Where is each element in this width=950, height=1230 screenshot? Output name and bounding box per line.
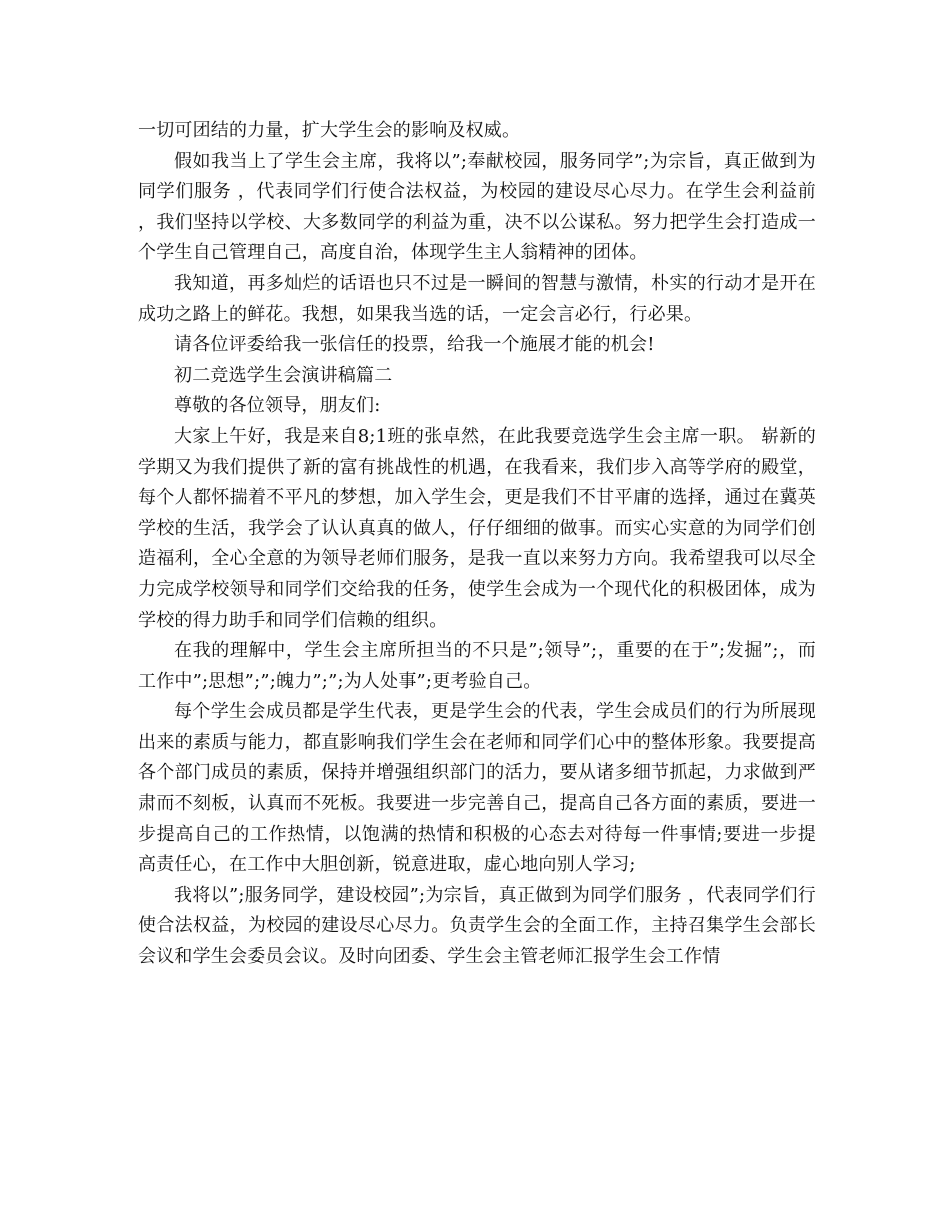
section-heading: 初二竞选学生会演讲稿篇二 <box>174 364 393 386</box>
paragraph-7: 大家上午好，我是来自8;1班的张卓然，在此我要竞选学生会主席一职。 崭新的学期又为我们提供了新的富有挑战性的机遇，在我看来，我们步入高等学府的殿堂，每个人都怀揣着不平凡的梦想，加入学生会，更是我们不甘平庸的选择，通过在冀英学校的生活，我学会了认认真真的做人，仔仔细细的做事。而实心实意的为同学们创造福利，全心全意的为领导老师们服务，是我一直以来努力方向。我希望我可以尽全力完成学校领导和同学们交给我的任务，使学生会成为一个现代化的积极团体，成为学校的得力助手和同学们信赖的组织。 <box>138 425 816 631</box>
paragraph-1: 一切可团结的力量，扩大学生会的影响及权威。 <box>138 120 521 141</box>
paragraph-2: 假如我当上了学生会主席，我将以”;奉献校园，服务同学”;为宗旨，真正做到为同学们服务 ，代表同学们行使合法权益，为校园的建设尽心尽力。在学生会利益前，我们坚持以学校、大多数同学的利益为重，决不以公谋私。努力把学生会打造成一个学生自己管理自己，高度自治，体现学生主人翁精神的团体。 <box>138 150 816 264</box>
paragraph-10: 我将以”;服务同学，建设校园”;为宗旨，真正做到为同学们服务 ，代表同学们行使合法权益，为校园的建设尽心尽力。负责学生会的全面工作，主持召集学生会部长会议和学生会委员会议。及时向团委、学生会主管老师汇报学生会工作情 <box>138 884 816 968</box>
paragraph-4: 请各位评委给我一张信任的投票，给我一个施展才能的机会! <box>174 334 655 356</box>
paragraph-9: 每个学生会成员都是学生代表，更是学生会的代表，学生会成员们的行为所展现出来的素质与能力，都直影响我们学生会在老师和同学们心中的整体形象。我要提高各个部门成员的素质，保持并增强组织部门的活力，要从诸多细节抓起，力求做到严肃而不刻板，认真而不死板。我要进一步完善自己，提高自己各方面的素质，要进一步提高自己的工作热情，以饱满的热情和积极的心态去对待每一件事情;要进一步提高责任心，在工作中大胆创新，锐意进取，虚心地向别人学习; <box>138 701 816 876</box>
paragraph-8: 在我的理解中，学生会主席所担当的不只是”;领导”;，重要的在于”;发掘”;，而工作中”;思想”;”;魄力”;”;为人处事”;更考验自己。 <box>138 640 816 692</box>
paragraph-3: 我知道，再多灿烂的话语也只不过是一瞬间的智慧与激情，朴实的行动才是开在成功之路上的鲜花。我想，如果我当选的话，一定会言必行，行必果。 <box>138 272 816 325</box>
salutation: 尊敬的各位领导，朋友们: <box>174 395 381 417</box>
document-body <box>138 116 816 973</box>
